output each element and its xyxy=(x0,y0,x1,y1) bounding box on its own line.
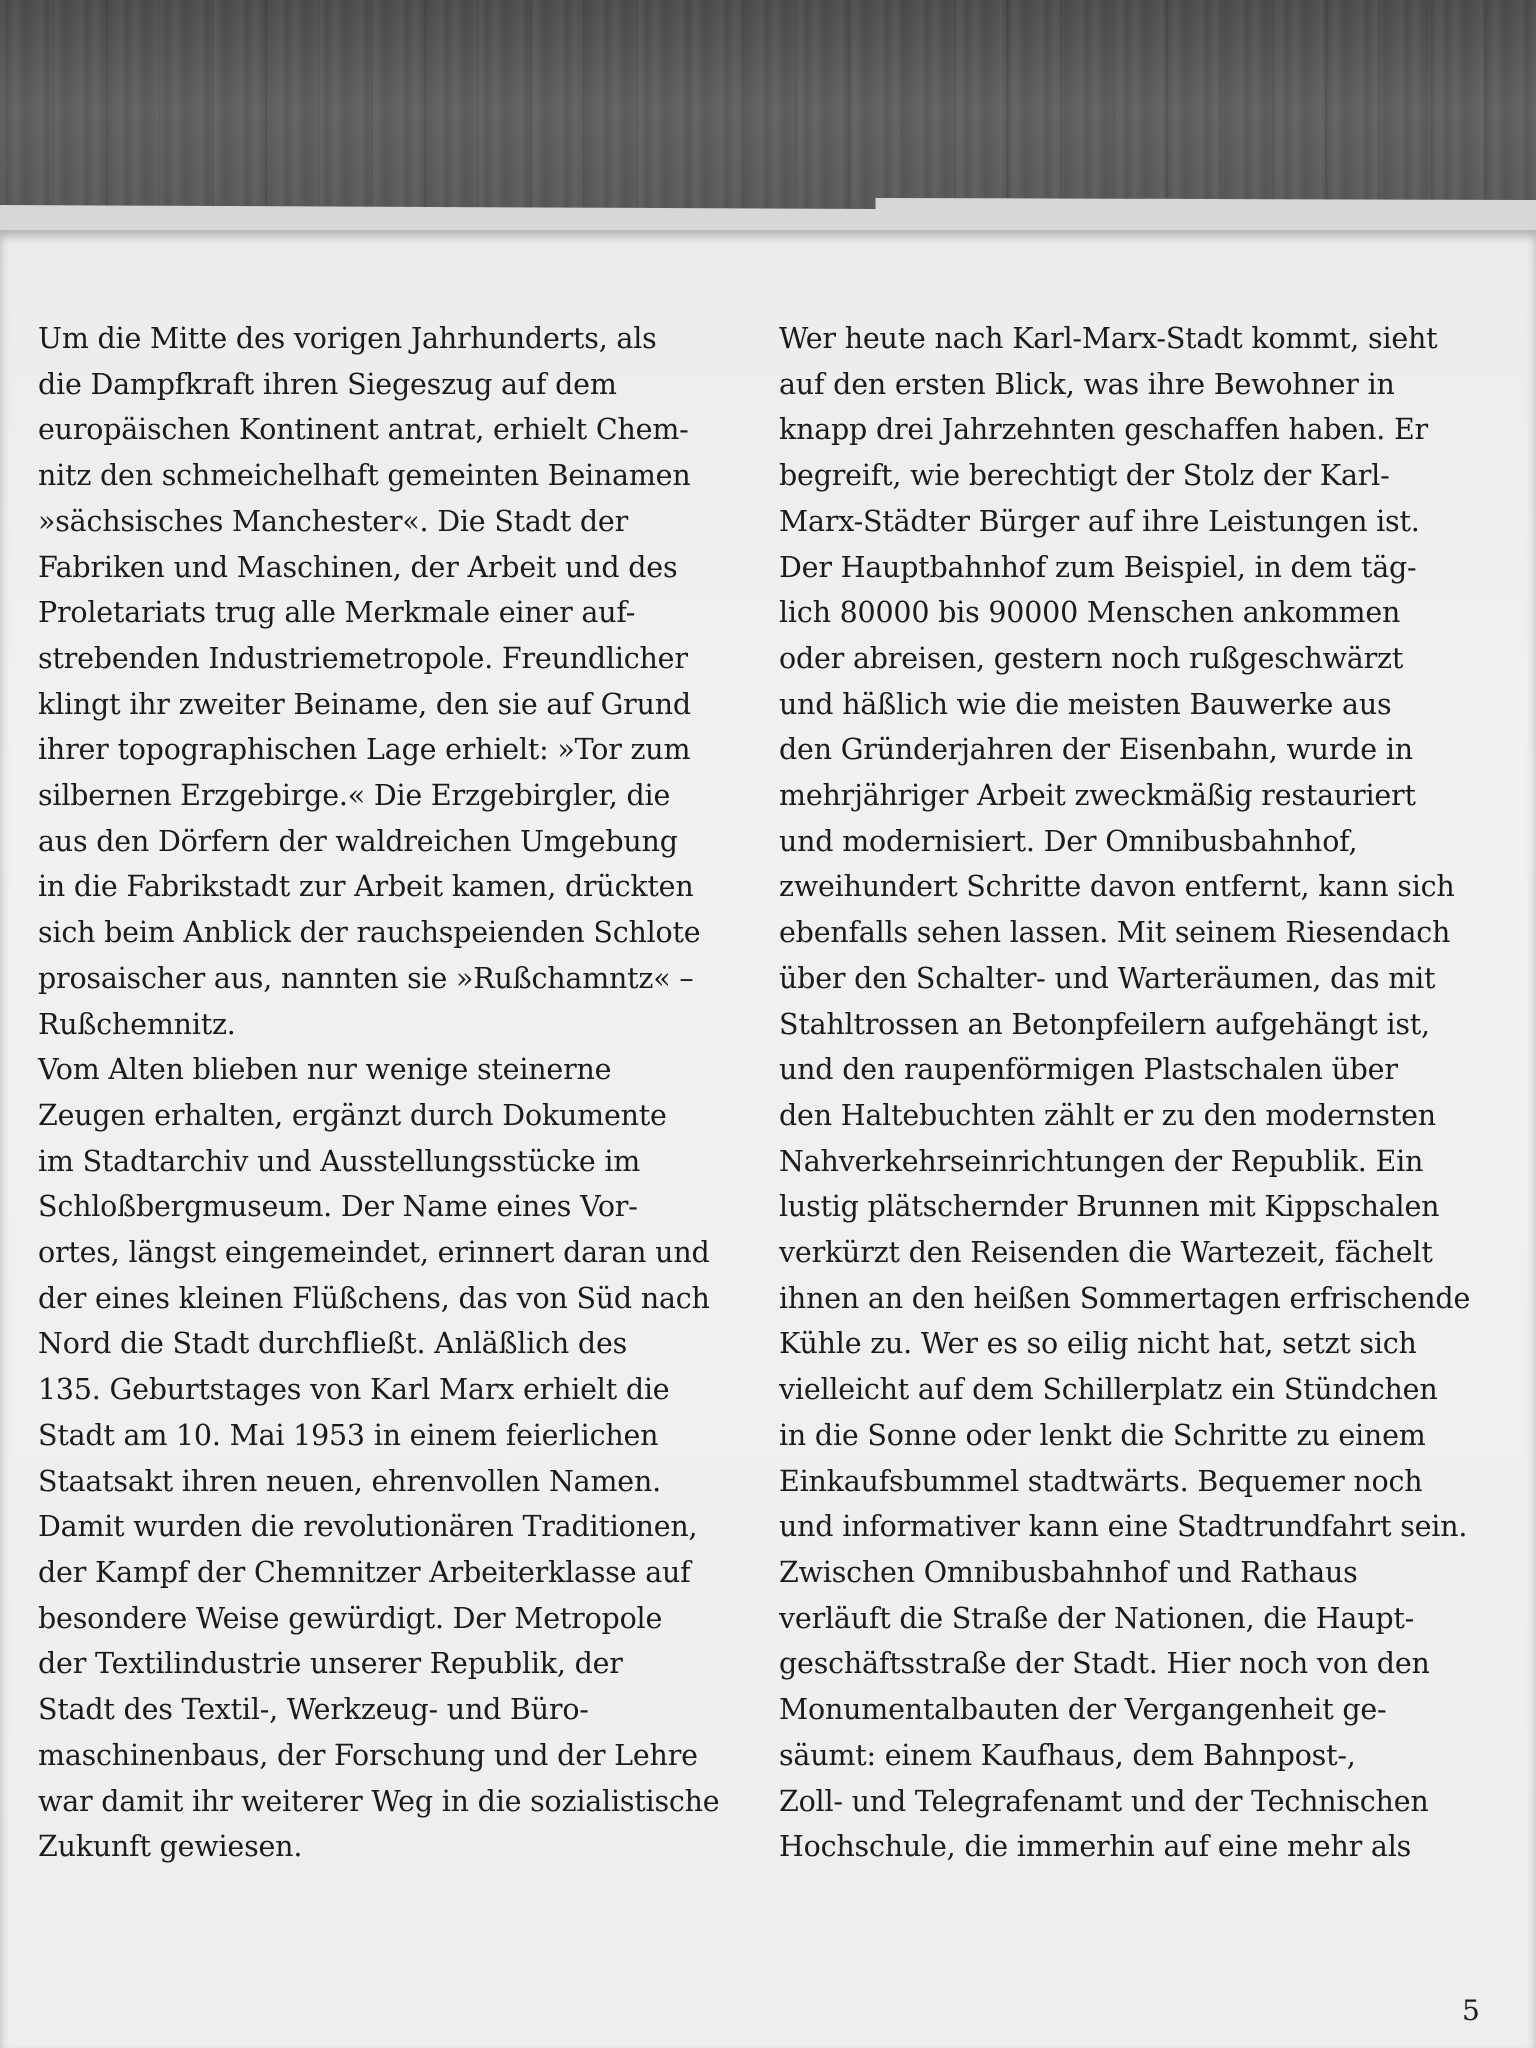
text-line: lustig plätschernder Brunnen mit Kippschalen xyxy=(779,1190,1440,1224)
text-line: Proletariats trug alle Merkmale einer auf- xyxy=(38,596,636,630)
text-line: Monumentalbauten der Vergangenheit ge- xyxy=(779,1693,1387,1727)
text-line: prosaischer aus, nannten sie »Rußchamntz« – xyxy=(38,961,694,995)
text-line: sich beim Anblick der rauchspeienden Schlote xyxy=(38,916,701,950)
text-line: europäischen Kontinent antrat, erhielt Chem- xyxy=(38,413,689,447)
text-line: und den raupenförmigen Plastschalen über xyxy=(779,1053,1398,1087)
text-line: Staatsakt ihren neuen, ehrenvollen Namen. xyxy=(38,1464,661,1498)
text-line: Zwischen Omnibusbahnhof und Rathaus xyxy=(779,1555,1358,1589)
text-line: ebenfalls sehen lassen. Mit seinem Riesendach xyxy=(779,916,1451,950)
text-line: Der Hauptbahnhof zum Beispiel, in dem täg- xyxy=(779,550,1417,584)
text-line: auf den ersten Blick, was ihre Bewohner in xyxy=(779,367,1395,401)
text-line: Damit wurden die revolutionären Traditionen, xyxy=(38,1510,698,1544)
text-line: Einkaufsbummel stadtwärts. Bequemer noch xyxy=(779,1464,1423,1498)
text-line: nitz den schmeichelhaft gemeinten Beinamen xyxy=(38,459,691,493)
text-line: Zeugen erhalten, ergänzt durch Dokumente xyxy=(38,1098,667,1132)
text-line: Rußchemnitz. xyxy=(38,1007,236,1041)
text-line: Nahverkehrseinrichtungen der Republik. Ein xyxy=(779,1144,1424,1178)
text-line: in die Fabrikstadt zur Arbeit kamen, drückten xyxy=(38,870,694,904)
text-line: maschinenbaus, der Forschung und der Lehre xyxy=(38,1738,698,1772)
text-line: säumt: einem Kaufhaus, dem Bahnpost-, xyxy=(779,1738,1356,1772)
text-line: oder abreisen, gestern noch rußgeschwärzt xyxy=(779,641,1404,675)
text-line: über den Schalter- und Warteräumen, das mit xyxy=(779,961,1436,995)
text-line: Fabriken und Maschinen, der Arbeit und des xyxy=(38,550,678,584)
text-line: Zoll- und Telegrafenamt und der Technischen xyxy=(779,1784,1429,1818)
text-line: Stadt am 10. Mai 1953 in einem feierlichen xyxy=(38,1418,659,1452)
text-line: begreift, wie berechtigt der Stolz der Karl- xyxy=(779,459,1390,493)
text-line: Schloßbergmuseum. Der Name eines Vor- xyxy=(38,1190,638,1224)
text-line: Um die Mitte des vorigen Jahrhunderts, als xyxy=(38,322,657,355)
text-line: besondere Weise gewürdigt. Der Metropole xyxy=(38,1601,663,1635)
text-line: Kühle zu. Wer es so eilig nicht hat, setzt sich xyxy=(779,1327,1417,1361)
text-line: »sächsisches Manchester«. Die Stadt der xyxy=(38,504,628,538)
text-line: ihrer topographischen Lage erhielt: »Tor zum xyxy=(38,733,691,767)
text-line: silbernen Erzgebirge.« Die Erzgebirgler, die xyxy=(38,779,671,813)
text-line: aus den Dörfern der waldreichen Umgebung xyxy=(38,824,678,858)
text-line: war damit ihr weiterer Weg in die sozialistische xyxy=(38,1784,720,1818)
text-line: den Haltebuchten zählt er zu den modernsten xyxy=(779,1098,1436,1132)
text-line: und modernisiert. Der Omnibusbahnhof, xyxy=(779,824,1358,858)
text-line: Marx-Städter Bürger auf ihre Leistungen ist. xyxy=(779,504,1420,538)
text-line: ihnen an den heißen Sommertagen erfrischende xyxy=(779,1281,1471,1315)
text-line: mehrjähriger Arbeit zweckmäßig restauriert xyxy=(779,779,1416,813)
text-line: ortes, längst eingemeindet, erinnert daran und xyxy=(38,1236,710,1270)
text-line: geschäftsstraße der Stadt. Hier noch von den xyxy=(779,1647,1430,1681)
text-line: Hochschule, die immerhin auf eine mehr als xyxy=(779,1830,1412,1864)
text-line: zweihundert Schritte davon entfernt, kann sich xyxy=(779,870,1455,904)
text-line: strebenden Industriemetropole. Freundlicher xyxy=(38,641,688,675)
text-line: den Gründerjahren der Eisenbahn, wurde in xyxy=(779,733,1413,767)
text-line: der Kampf der Chemnitzer Arbeiterklasse auf xyxy=(38,1555,691,1589)
text-line: Nord die Stadt durchfließt. Anläßlich des xyxy=(38,1327,628,1361)
text-line: verkürzt den Reisenden die Wartezeit, fächelt xyxy=(779,1236,1433,1270)
text-line: Stahltrossen an Betonpfeilern aufgehängt ist, xyxy=(779,1007,1430,1041)
text-line: der Textilindustrie unserer Republik, der xyxy=(38,1647,623,1681)
text-column-right xyxy=(779,316,1504,1870)
text-line: Vom Alten blieben nur wenige steinerne xyxy=(38,1053,612,1087)
text-line: Zukunft gewiesen. xyxy=(38,1830,303,1864)
text-line: klingt ihr zweiter Beiname, den sie auf Grund xyxy=(38,687,691,721)
text-line: 135. Geburtstages von Karl Marx erhielt die xyxy=(38,1373,670,1407)
text-line: vielleicht auf dem Schillerplatz ein Stündchen xyxy=(779,1373,1438,1407)
text-line: die Dampfkraft ihren Siegeszug auf dem xyxy=(38,367,617,401)
text-line: lich 80000 bis 90000 Menschen ankommen xyxy=(779,596,1401,630)
text-line: Wer heute nach Karl-Marx-Stadt kommt, sieht xyxy=(779,322,1438,355)
text-line: und häßlich wie die meisten Bauwerke aus xyxy=(779,687,1392,721)
text-column-left xyxy=(38,316,763,1870)
text-line: verläuft die Straße der Nationen, die Haupt- xyxy=(779,1601,1415,1635)
text-line: Stadt des Textil-, Werkzeug- und Büro- xyxy=(38,1693,589,1727)
text-line: im Stadtarchiv und Ausstellungsstücke im xyxy=(38,1144,641,1178)
text-line: und informativer kann eine Stadtrundfahrt sein. xyxy=(779,1510,1468,1544)
page-number: 5 xyxy=(1462,1994,1480,2027)
text-line: der eines kleinen Flüßchens, das von Süd nach xyxy=(38,1281,710,1315)
text-line: knapp drei Jahrzehnten geschaffen haben. Er xyxy=(779,413,1428,447)
text-line: in die Sonne oder lenkt die Schritte zu einem xyxy=(779,1418,1426,1452)
